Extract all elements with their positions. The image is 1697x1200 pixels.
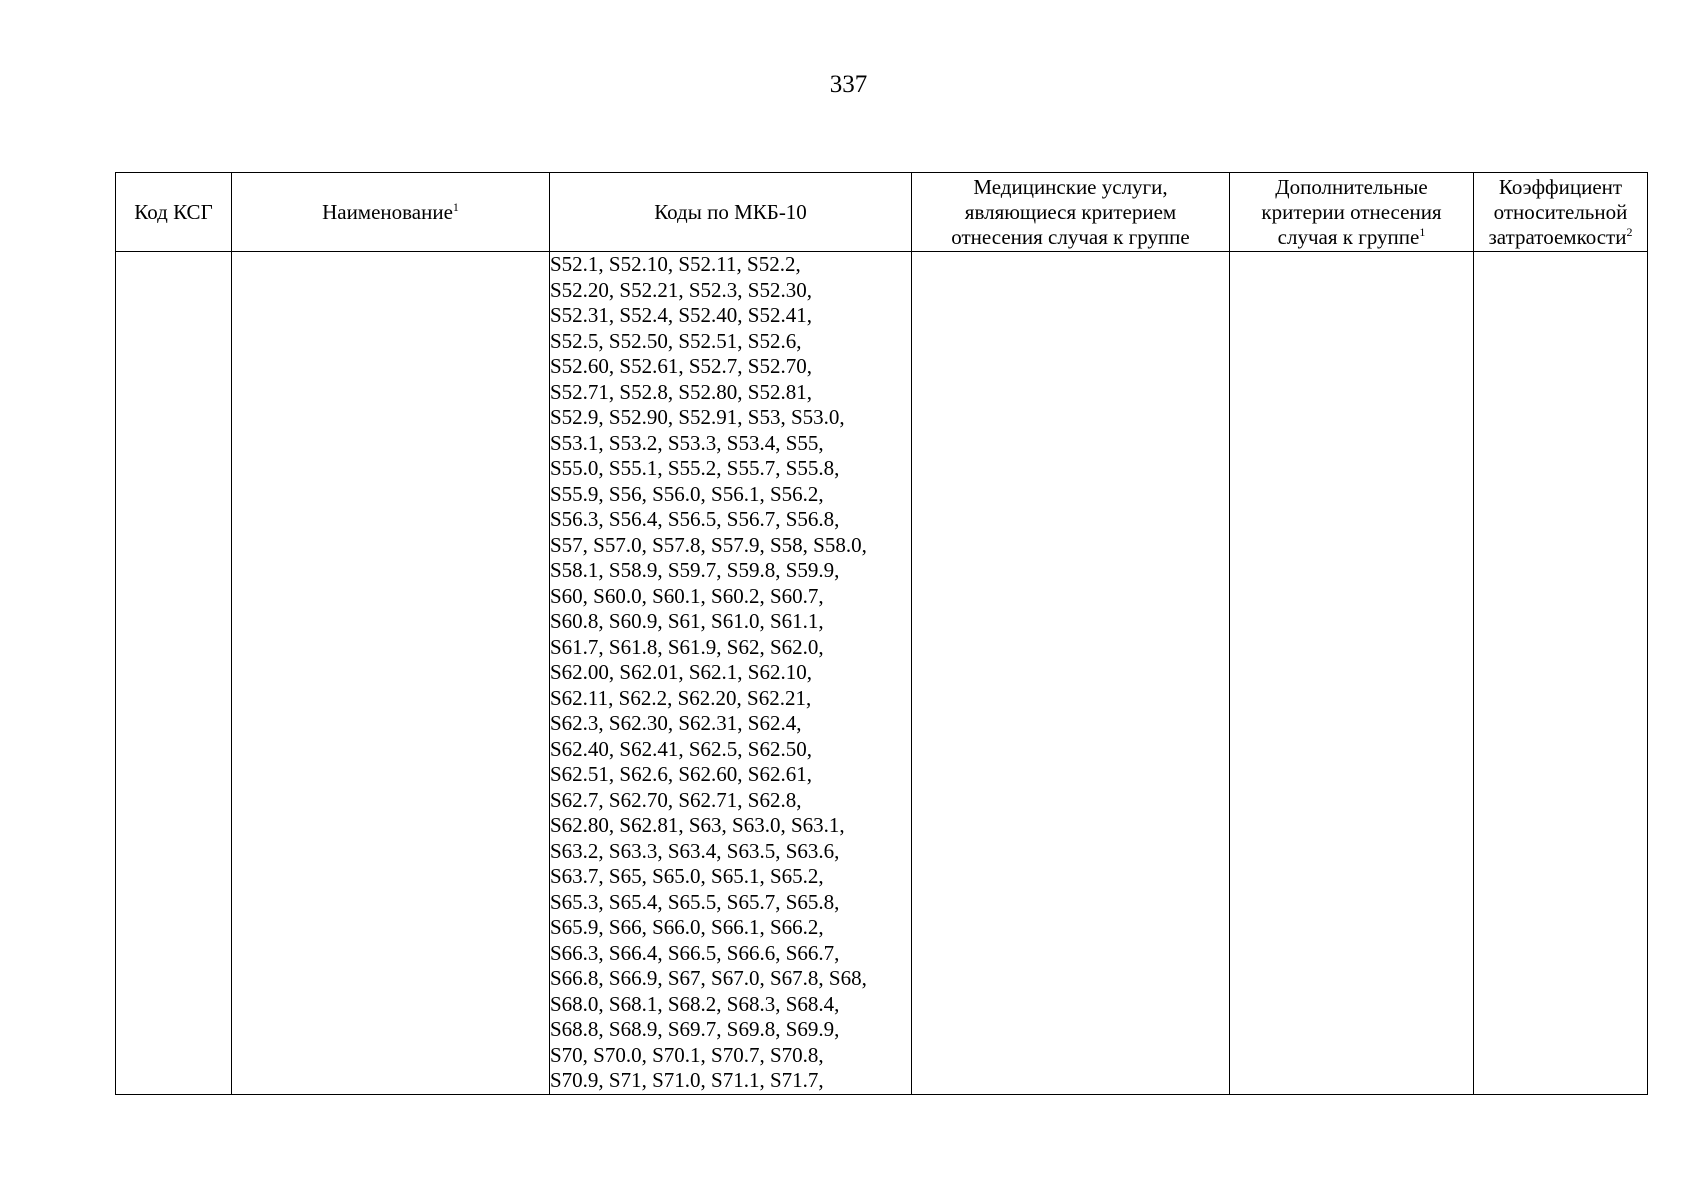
icd10-code-line: S53.1, S53.2, S53.3, S53.4, S55, xyxy=(550,430,824,455)
header-additional-criteria-text: Дополнительные критерии отнесения случая к группе xyxy=(1261,174,1442,249)
header-ksg-code-text: Код КСГ xyxy=(134,199,213,224)
icd10-code-line: S70.9, S71, S71.0, S71.1, S71.7, xyxy=(550,1068,824,1092)
icd10-code-line: S55.9, S56, S56.0, S56.1, S56.2, xyxy=(550,481,824,506)
header-icd10-codes-text: Коды по МКБ-10 xyxy=(654,199,807,224)
icd10-code-line: S62.7, S62.70, S62.71, S62.8, xyxy=(550,787,802,812)
cell-additional-criteria xyxy=(1230,252,1474,1095)
icd10-code-line: S52.31, S52.4, S52.40, S52.41, xyxy=(550,303,812,327)
header-additional-criteria xyxy=(1230,173,1474,252)
header-cost-coefficient xyxy=(1474,173,1648,252)
icd10-code-line: S66.3, S66.4, S66.5, S66.6, S66.7, xyxy=(550,940,840,965)
icd10-code-line: S60.8, S60.9, S61, S61.0, S61.1, xyxy=(550,609,824,633)
header-name xyxy=(232,173,550,252)
table-header-row xyxy=(116,173,1648,252)
page-number: 337 xyxy=(829,71,868,98)
cell-icd10-codes xyxy=(550,252,912,1095)
table-row xyxy=(116,252,1648,1095)
header-cost-coefficient-text: Коэффициент относительной затратоемкости xyxy=(1488,174,1628,249)
icd10-code-line: S52.1, S52.10, S52.11, S52.2, xyxy=(550,252,801,276)
header-additional-criteria-footnote: 1 xyxy=(1419,224,1426,239)
icd10-code-line: S62.51, S62.6, S62.60, S62.61, xyxy=(550,762,812,786)
icd10-code-line: S55.0, S55.1, S55.2, S55.7, S55.8, xyxy=(550,456,840,480)
cell-medical-services xyxy=(912,252,1230,1095)
header-medical-services-text: Медицинские услуги, являющиеся критерием отнесения случая к группе xyxy=(951,174,1190,249)
cell-cost-coefficient xyxy=(1474,252,1648,1095)
icd10-code-line: S62.80, S62.81, S63, S63.0, S63.1, xyxy=(550,813,845,837)
icd10-code-line: S66.8, S66.9, S67, S67.0, S67.8, S68, xyxy=(550,966,867,990)
icd10-code-line: S70, S70.0, S70.1, S70.7, S70.8, xyxy=(550,1042,824,1067)
icd10-code-line: S61.7, S61.8, S61.9, S62, S62.0, xyxy=(550,634,824,659)
header-icd10-codes xyxy=(550,173,912,252)
icd10-code-line: S62.3, S62.30, S62.31, S62.4, xyxy=(550,711,802,735)
icd10-code-line: S60, S60.0, S60.1, S60.2, S60.7, xyxy=(550,583,824,608)
icd10-code-line: S52.71, S52.8, S52.80, S52.81, xyxy=(550,379,812,404)
icd10-code-line: S62.11, S62.2, S62.20, S62.21, xyxy=(550,685,812,710)
header-name-text: Наименование xyxy=(322,199,453,224)
header-name-footnote: 1 xyxy=(452,199,459,214)
ksg-table xyxy=(115,172,1648,1095)
header-cost-coefficient-footnote: 2 xyxy=(1626,224,1633,239)
icd10-code-line: S57, S57.0, S57.8, S57.9, S58, S58.0, xyxy=(550,532,867,557)
icd10-code-line: S68.0, S68.1, S68.2, S68.3, S68.4, xyxy=(550,991,840,1016)
cell-ksg-code xyxy=(116,252,232,1095)
cell-name xyxy=(232,252,550,1095)
icd10-code-line: S52.20, S52.21, S52.3, S52.30, xyxy=(550,277,812,302)
header-ksg-code xyxy=(116,173,232,252)
icd10-code-line: S52.9, S52.90, S52.91, S53, S53.0, xyxy=(550,405,845,429)
icd10-code-line: S63.2, S63.3, S63.4, S63.5, S63.6, xyxy=(550,838,840,863)
icd10-code-line: S52.60, S52.61, S52.7, S52.70, xyxy=(550,354,812,378)
header-medical-services xyxy=(912,173,1230,252)
icd10-code-line: S52.5, S52.50, S52.51, S52.6, xyxy=(550,328,802,353)
icd10-code-line: S56.3, S56.4, S56.5, S56.7, S56.8, xyxy=(550,507,840,531)
icd10-codes-list xyxy=(550,252,911,1094)
icd10-code-line: S68.8, S68.9, S69.7, S69.8, S69.9, xyxy=(550,1017,840,1041)
icd10-code-line: S65.9, S66, S66.0, S66.1, S66.2, xyxy=(550,915,824,939)
icd10-code-line: S62.40, S62.41, S62.5, S62.50, xyxy=(550,736,812,761)
icd10-code-line: S58.1, S58.9, S59.7, S59.8, S59.9, xyxy=(550,558,840,582)
icd10-code-line: S65.3, S65.4, S65.5, S65.7, S65.8, xyxy=(550,889,840,914)
icd10-code-line: S62.00, S62.01, S62.1, S62.10, xyxy=(550,660,812,684)
icd10-code-line: S63.7, S65, S65.0, S65.1, S65.2, xyxy=(550,864,824,888)
